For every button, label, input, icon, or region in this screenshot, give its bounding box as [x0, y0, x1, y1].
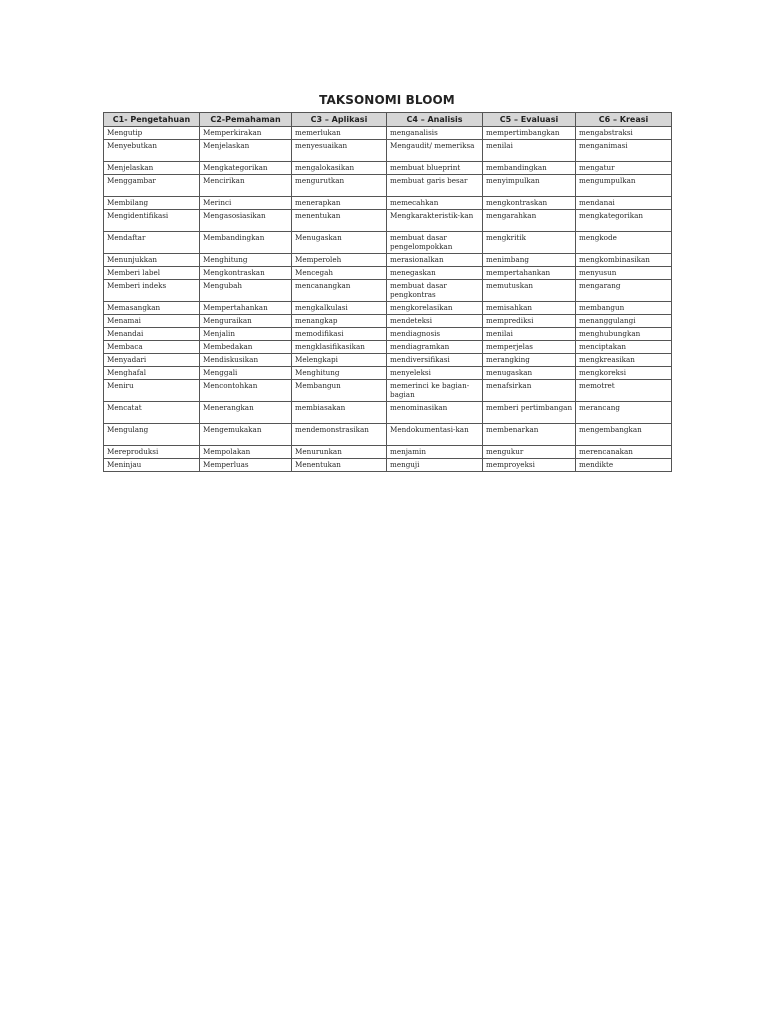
- table-cell-c5: memutuskan: [483, 280, 576, 302]
- header-c2: C2-Pemahaman: [200, 113, 292, 127]
- table-cell-c4: mendiversifikasi: [387, 354, 483, 367]
- table-cell-c4: memecahkan: [387, 197, 483, 210]
- table-cell-c2: Menjalin: [200, 328, 292, 341]
- table-cell-c6: memotret: [576, 380, 672, 402]
- table-cell-c3: menentukan: [292, 210, 387, 232]
- table-cell-c3: mengalokasikan: [292, 162, 387, 175]
- table-cell-c5: mengkritik: [483, 232, 576, 254]
- table-cell-c5: memperjelas: [483, 341, 576, 354]
- table-cell-c5: mengarahkan: [483, 210, 576, 232]
- table-cell-c2: Mengemukakan: [200, 424, 292, 446]
- table-cell-c6: mengkode: [576, 232, 672, 254]
- table-cell-c3: mencanangkan: [292, 280, 387, 302]
- table-cell-c6: mengembangkan: [576, 424, 672, 446]
- table-cell-c3: Menentukan: [292, 459, 387, 472]
- table-row: [104, 380, 672, 402]
- table-cell-c3: Mencegah: [292, 267, 387, 280]
- table-cell-c2: Mendiskusikan: [200, 354, 292, 367]
- table-cell-c5: menafsirkan: [483, 380, 576, 402]
- table-cell-c6: mengarang: [576, 280, 672, 302]
- table-cell-c4: mendiagramkan: [387, 341, 483, 354]
- table-cell-c5: menugaskan: [483, 367, 576, 380]
- table-cell-c4: mengkorelasikan: [387, 302, 483, 315]
- table-cell-c4: memerinci ke bagian-bagian: [387, 380, 483, 402]
- table-cell-c6: menanggulangi: [576, 315, 672, 328]
- table-cell-c4: menganalisis: [387, 127, 483, 140]
- table-cell-c3: mengkalkulasi: [292, 302, 387, 315]
- table-cell-c4: Mengaudit/ memeriksa: [387, 140, 483, 162]
- table-cell-c3: Menghitung: [292, 367, 387, 380]
- table-row: [104, 328, 672, 341]
- table-cell-c5: membenarkan: [483, 424, 576, 446]
- table-cell-c3: Memperoleh: [292, 254, 387, 267]
- table-cell-c5: membandingkan: [483, 162, 576, 175]
- table-cell-c6: merancang: [576, 402, 672, 424]
- table-cell-c1: Menandai: [104, 328, 200, 341]
- table-row: [104, 354, 672, 367]
- table-row: [104, 315, 672, 328]
- table-cell-c2: Mempertahankan: [200, 302, 292, 315]
- header-c6: C6 – Kreasi: [576, 113, 672, 127]
- table-header-row: [104, 113, 672, 127]
- table-cell-c1: Mencatat: [104, 402, 200, 424]
- table-row: [104, 267, 672, 280]
- table-cell-c6: membangun: [576, 302, 672, 315]
- table-cell-c3: Menurunkan: [292, 446, 387, 459]
- table-cell-c5: memproyeksi: [483, 459, 576, 472]
- table-row: [104, 341, 672, 354]
- table-row: [104, 210, 672, 232]
- table-cell-c5: merangking: [483, 354, 576, 367]
- table-cell-c3: mengklasifikasikan: [292, 341, 387, 354]
- table-cell-c4: membuat dasar pengkontras: [387, 280, 483, 302]
- table-cell-c2: Menjelaskan: [200, 140, 292, 162]
- table-cell-c3: Melengkapi: [292, 354, 387, 367]
- table-cell-c1: Menjelaskan: [104, 162, 200, 175]
- table-cell-c6: mendikte: [576, 459, 672, 472]
- table-cell-c4: menguji: [387, 459, 483, 472]
- table-cell-c5: memisahkan: [483, 302, 576, 315]
- table-cell-c1: Memberi indeks: [104, 280, 200, 302]
- table-cell-c6: mengkoreksi: [576, 367, 672, 380]
- table-row: [104, 254, 672, 267]
- table-row: [104, 302, 672, 315]
- table-cell-c4: mendeteksi: [387, 315, 483, 328]
- table-cell-c2: Menerangkan: [200, 402, 292, 424]
- table-row: [104, 424, 672, 446]
- table-cell-c4: merasionalkan: [387, 254, 483, 267]
- table-cell-c2: Mencirikan: [200, 175, 292, 197]
- table-cell-c1: Menyebutkan: [104, 140, 200, 162]
- header-c3: C3 – Aplikasi: [292, 113, 387, 127]
- table-cell-c5: mempertimbangkan: [483, 127, 576, 140]
- table-row: [104, 232, 672, 254]
- table-cell-c4: menyeleksi: [387, 367, 483, 380]
- table-cell-c1: Menunjukkan: [104, 254, 200, 267]
- table-cell-c6: mendanai: [576, 197, 672, 210]
- table-cell-c3: Menugaskan: [292, 232, 387, 254]
- table-row: [104, 402, 672, 424]
- table-cell-c1: Memasangkan: [104, 302, 200, 315]
- table-cell-c5: mengkontraskan: [483, 197, 576, 210]
- table-cell-c2: Membedakan: [200, 341, 292, 354]
- table-cell-c2: Memperluas: [200, 459, 292, 472]
- table-cell-c1: Meninjau: [104, 459, 200, 472]
- table-cell-c4: Mengkarakteristik-kan: [387, 210, 483, 232]
- table-cell-c2: Mempolakan: [200, 446, 292, 459]
- table-cell-c5: menimbang: [483, 254, 576, 267]
- table-cell-c5: menyimpulkan: [483, 175, 576, 197]
- table-cell-c2: Menghitung: [200, 254, 292, 267]
- table-cell-c4: menominasikan: [387, 402, 483, 424]
- bloom-taxonomy-table: [103, 112, 672, 472]
- table-cell-c2: Mengkategorikan: [200, 162, 292, 175]
- table-cell-c4: membuat dasar pengelompokkan: [387, 232, 483, 254]
- table-cell-c1: Membaca: [104, 341, 200, 354]
- table-cell-c4: membuat garis besar: [387, 175, 483, 197]
- table-cell-c4: membuat blueprint: [387, 162, 483, 175]
- table-cell-c5: menilai: [483, 140, 576, 162]
- table-cell-c2: Menggali: [200, 367, 292, 380]
- table-cell-c1: Mendaftar: [104, 232, 200, 254]
- table-cell-c4: menjamin: [387, 446, 483, 459]
- table-cell-c1: Membilang: [104, 197, 200, 210]
- table-cell-c5: memprediksi: [483, 315, 576, 328]
- table-row: [104, 162, 672, 175]
- table-cell-c3: menerapkan: [292, 197, 387, 210]
- table-cell-c6: menghubungkan: [576, 328, 672, 341]
- table-cell-c1: Mengutip: [104, 127, 200, 140]
- table-cell-c6: mengkreasikan: [576, 354, 672, 367]
- table-cell-c4: menegaskan: [387, 267, 483, 280]
- table-cell-c3: membiasakan: [292, 402, 387, 424]
- table-cell-c5: mengukur: [483, 446, 576, 459]
- table-cell-c6: menciptakan: [576, 341, 672, 354]
- table-cell-c6: mengumpulkan: [576, 175, 672, 197]
- table-cell-c1: Menamai: [104, 315, 200, 328]
- table-cell-c1: Menghafal: [104, 367, 200, 380]
- header-c4: C4 – Analisis: [387, 113, 483, 127]
- table-row: [104, 446, 672, 459]
- table-body: [104, 127, 672, 472]
- table-cell-c6: mengatur: [576, 162, 672, 175]
- table-cell-c5: memberi pertimbangan: [483, 402, 576, 424]
- table-cell-c5: menilai: [483, 328, 576, 341]
- table-row: [104, 280, 672, 302]
- document-title: TAKSONOMI BLOOM: [319, 93, 455, 107]
- table-row: [104, 175, 672, 197]
- table-cell-c2: Mengasosiasikan: [200, 210, 292, 232]
- table-cell-c2: Memperkirakan: [200, 127, 292, 140]
- table-cell-c6: menyusun: [576, 267, 672, 280]
- table-cell-c3: memodifikasi: [292, 328, 387, 341]
- table-cell-c3: mendemonstrasikan: [292, 424, 387, 446]
- table-cell-c6: mengkombinasikan: [576, 254, 672, 267]
- table-cell-c4: mendiagnosis: [387, 328, 483, 341]
- table-cell-c6: mengkategorikan: [576, 210, 672, 232]
- table-cell-c2: Mengubah: [200, 280, 292, 302]
- table-cell-c2: Menguraikan: [200, 315, 292, 328]
- table-row: [104, 140, 672, 162]
- table-cell-c3: memerlukan: [292, 127, 387, 140]
- table-row: [104, 197, 672, 210]
- table-cell-c1: Memberi label: [104, 267, 200, 280]
- header-c5: C5 – Evaluasi: [483, 113, 576, 127]
- header-c1: C1- Pengetahuan: [104, 113, 200, 127]
- table-cell-c1: Menggambar: [104, 175, 200, 197]
- table-cell-c4: Mendokumentasi-kan: [387, 424, 483, 446]
- table-cell-c2: Mencontohkan: [200, 380, 292, 402]
- table-row: [104, 127, 672, 140]
- table-cell-c3: Membangun: [292, 380, 387, 402]
- table-cell-c1: Menyadari: [104, 354, 200, 367]
- table-row: [104, 367, 672, 380]
- table-cell-c2: Merinci: [200, 197, 292, 210]
- table-cell-c2: Mengkontraskan: [200, 267, 292, 280]
- table-cell-c3: menangkap: [292, 315, 387, 328]
- table-cell-c1: Mengidentifikasi: [104, 210, 200, 232]
- table-cell-c3: menyesuaikan: [292, 140, 387, 162]
- table-cell-c3: mengurutkan: [292, 175, 387, 197]
- table-cell-c6: merencanakan: [576, 446, 672, 459]
- table-cell-c1: Meniru: [104, 380, 200, 402]
- table-cell-c5: mempertahankan: [483, 267, 576, 280]
- table-row: [104, 459, 672, 472]
- table-cell-c1: Mengulang: [104, 424, 200, 446]
- table-cell-c1: Mereproduksi: [104, 446, 200, 459]
- table-cell-c6: mengabstraksi: [576, 127, 672, 140]
- table-cell-c6: menganimasi: [576, 140, 672, 162]
- table-cell-c2: Membandingkan: [200, 232, 292, 254]
